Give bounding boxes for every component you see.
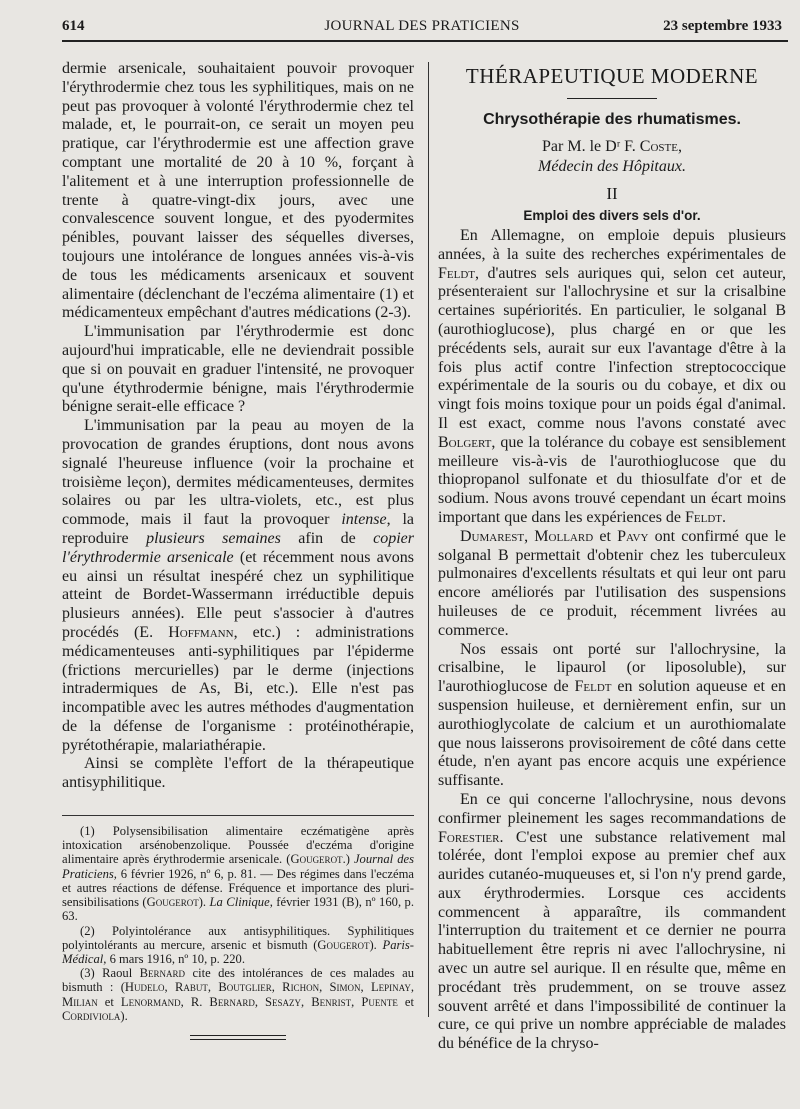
paragraph (438, 791, 786, 1054)
text-run: afin de (280, 529, 374, 547)
text-run: Nos essais ont porté sur l'allochrysine, la crisalbine, le lipaurol (or liposoluble), sur l'aurothioglucose de (438, 640, 786, 696)
text-run: . (722, 508, 727, 526)
text-run: En Allemagne, on emploie depuis plusieurs années, à la suite des recherches expérimentales de (438, 227, 786, 263)
text-run: . C'est une substance relativement mal tolérée, dont l'emploi expose au premier chef aux aurides cutanéo-muqueuses et, si l'on n'y prend garde, aux érythrodermies. Lorsque ces accidents commencent à apparaître, ils commandent l'interruption du traitement et ce dernier ne pourra habituellement être repris ni avec l'allochrysine, ni avec un autre sel aurique. Il en résulte que, même en procédant très prudemment, on se trouve assez souvent arrêté et dans l'impossibilité de continuer la cure, ce qui prive un nombre appréciable de malades du bénéfice de la chryso- (438, 828, 786, 1053)
article-title: Chrysothérapie des rhumatismes. (483, 111, 741, 128)
text-run: , R. (180, 994, 210, 1009)
text-run: (3) Raoul (80, 966, 140, 981)
page-number: 614 (62, 18, 85, 34)
footnote-1 (62, 824, 414, 923)
text-run: Par M. le Dʳ F. (542, 138, 640, 155)
author-name: Hoffmann (168, 623, 234, 641)
footnote-3 (62, 966, 414, 1023)
text-run: et (593, 527, 618, 545)
text-run: ). (369, 937, 383, 952)
author-name: Gougerot (290, 852, 343, 867)
text-run: ont confirmé que le solganal B permettait d'obtenir chez les tuberculeux pulmonaires d'excellents résultats et qui leur ont paru encore améliorés par l'utilisation des suspensions huileuses de ce produit, récemment livrées au commerce. (438, 527, 787, 639)
author-name: Feldt (574, 678, 612, 696)
text-run: , février 1931 (B), nº 160, p. 63. (62, 895, 414, 924)
text-run: L'immunisation par la peau au moyen de la provocation de grandes éruptions, dont nous avons signalé l'heureuse influence (voir la prochaine et troisième leçon), dermites médicamenteuses, dermites solaires ou par les ultra-violets, etc., est plus commode, mais il faut la provoquer (62, 417, 414, 529)
author-name: Gougerot (317, 937, 370, 952)
author-name: Gougerot (146, 895, 199, 910)
column-divider (428, 62, 429, 1017)
footnote-rule (62, 815, 414, 816)
text-run: , (677, 138, 682, 155)
author-affiliation: Médecin des Hôpitaux. (538, 158, 686, 175)
author-names: Bernard, Sesazy, Benrist, Puente (209, 994, 398, 1009)
author-name: Lenormand (120, 994, 181, 1009)
part-number: II (606, 184, 618, 203)
author-name: Bernard (139, 966, 186, 981)
end-of-article-rule (190, 1035, 286, 1040)
header-rule (62, 40, 788, 42)
paragraph (438, 641, 786, 791)
italic-text: intense (341, 511, 387, 529)
section-rule (567, 98, 657, 99)
running-head (62, 18, 782, 40)
text-run: , 6 mars 1916, nº 10, p. 220. (103, 951, 245, 966)
author-name: Coste (639, 138, 678, 155)
paragraph (62, 417, 414, 755)
paragraph: Ainsi se complète l'effort de la thérapeutique antisyphilitique. (62, 755, 414, 792)
text-run: En ce qui concerne l'allochrysine, nous devons confirmer pleinement les sages recommandations de (438, 790, 786, 827)
journal-name: La Clinique (209, 895, 270, 910)
text-run: , etc.) : administrations médicamenteuses anti-syphilitiques par l'épiderme (frictions mercurielles) par le derme (injections intradermiques de As, Bi, etc.). Elle n'est pas incompatible avec les autres méthodes d'augmentation de la défense de l'organisme : protéinothérapie, pyrétothérapie, malariathérapie. (62, 623, 414, 754)
author-name: Pavy (617, 527, 649, 545)
paragraph: dermie arsenicale, souhaitaient pouvoir provoquer l'érythrodermie chez tous les syphilitiques, mais on ne peut pas provoquer à volonté l'érythrodermie chez tel malade, et, le pourrait-on, ce serait un moyen peu pratique, car l'érythrodermie est une affection grave comptant une mortalité de 20 à 10 %, forçant à l'alitement et à une interruption professionnelle de trente à quatre-vingt-dix jours, avec une convalescence souvent longue, et des pyodermites pénibles, pouvant laisser des séquelles diverses, toujours une intolérance de longues années vis-à-vis de tous les médicaments arsenicaux et souvent alimentaire (déclenchant de l'eczéma alimentaire (1) et médicamenteux empêchant d'autres médications (2-3). (62, 60, 414, 322)
paragraph: L'immunisation par l'érythrodermie est donc aujourd'hui impraticable, elle ne deviendrait possible que si on pouvait en graduer l'intensité, ne provoquer qu'une étythrodermie bénigne, mais l'érythrodermie bénigne serait-elle efficace ? (62, 323, 414, 416)
issue-date: 23 septembre 1933 (663, 18, 782, 34)
text-run: ). (120, 1008, 128, 1023)
author-name: Cordiviola (62, 1008, 121, 1023)
journal-title: JOURNAL DES PRATICIENS (324, 18, 520, 34)
text-run: (1) Polysensibilisation alimentaire eczématigène après intoxication arsénobenzolique. Poussée d'eczéma d'origine alimentaire après érythrodermie arsenicale. ( (62, 824, 414, 867)
text-run: et (397, 994, 414, 1009)
author-name: Forestier (438, 828, 500, 846)
text-run: , d'autres sels auriques qui, selon cet auteur, présenteraient sur l'allochrysine et sur la crisalbine certaines supériorités. En particulier, le solganal B (aurothioglucose), plus chargé en or que les précédents sels, aurait sur eux l'avantage d'être à la fois plus actif contre l'infection streptococcique expérimentale de la souris ou du cobaye, et dix ou vingt fois moins toxique pour un poids égal d'animal. Il est exact, comme nous l'avons constaté avec (438, 264, 786, 432)
text-run: cite des intolérances de ces malades au bismuth : ( (62, 966, 414, 995)
journal-name: Paris-Médical (62, 937, 414, 966)
text-run: , 6 février 1926, nº 6, p. 81. — Des régimes dans l'eczéma et autres réactions de défense. Fréquence et importance des pluri-sensibilisations ( (62, 866, 414, 910)
text-run: , que la tolérance du cobaye est sensiblement meilleure vis-à-vis de l'aurothioglucose que du thiopropanol sulfonate et du thiosulfate d'or et de sodium. Nous avons trouvé cependant un écart moins important que dans les expériences de (438, 433, 786, 526)
author-names: Dumarest, Mollard (460, 527, 594, 545)
right-column (438, 60, 786, 1054)
author-name: Feldt (685, 508, 723, 526)
paragraph (438, 227, 786, 528)
text-run: ). (198, 895, 210, 910)
author-name: Bolgert (438, 433, 492, 451)
author-name: Feldt (438, 264, 475, 282)
footnote-2 (62, 924, 414, 967)
text-run: et (97, 994, 121, 1009)
text-run: , la reproduire (62, 511, 415, 547)
text-run: (et récemment nous avons eu ainsi un résultat inespéré chez un syphilitique atteint de Bordet-Wassermann irréductible depuis plusieurs années). Elle peut s'associer à d'autres procédés (E. (62, 548, 415, 641)
section-title: THÉRAPEUTIQUE MODERNE (465, 64, 759, 88)
italic-text: plusieurs semaines (146, 529, 281, 547)
part-title: Emploi des divers sels d'or. (523, 208, 701, 223)
text-run: (2) Polyintolérance aux antisyphilitiques. Syphilitiques polyintolérants au mercure, arsenic et bismuth ( (62, 923, 414, 952)
paragraph (438, 528, 786, 641)
text-run: en solution aqueuse et en suspension huileuse, et dernièrement enfin, sur un aurothioglycolate de calcium et un aurothiomalate que nous laisserons provisoirement de côté dans cette étude, n'en ayant pas encore acquis une expérience suffisante. (438, 678, 787, 790)
left-column (62, 60, 414, 1040)
text-run: .) (342, 852, 354, 867)
italic-text: copier l'érythrodermie arsenicale (62, 529, 414, 566)
author-line (438, 137, 786, 157)
journal-name: Journal des Praticiens (62, 852, 414, 881)
author-names: Hudelo, Rabut, Boutglier, Richon, Simon, Lepinay, Milian (62, 980, 414, 1009)
